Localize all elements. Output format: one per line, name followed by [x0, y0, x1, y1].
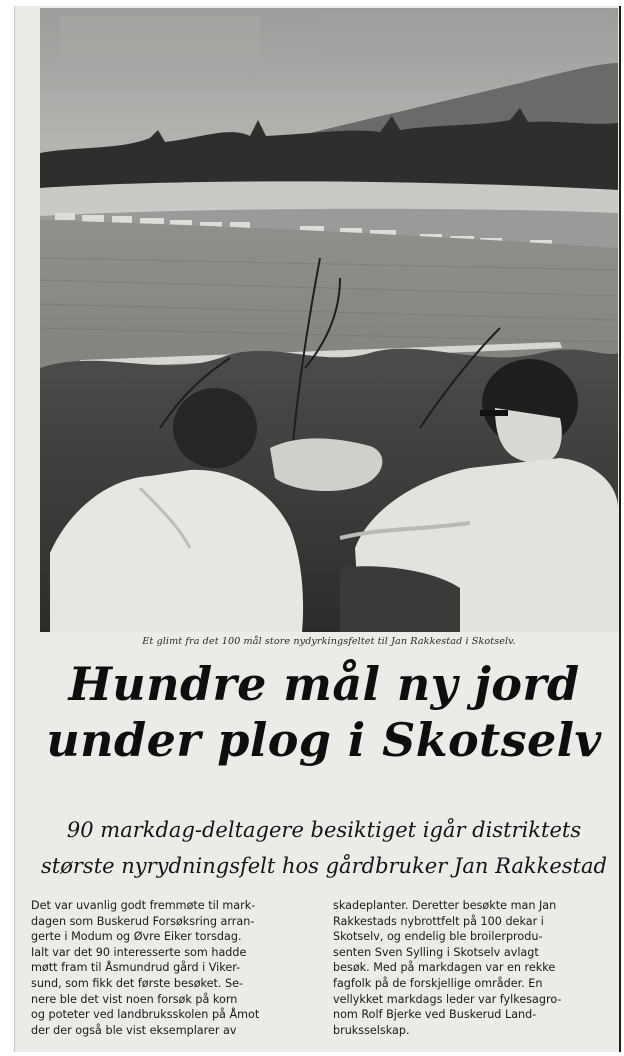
- article-line: Ialt var det 90 interesserte som hadde: [31, 945, 247, 959]
- article-line: nere ble det vist noen forsøk på korn: [31, 992, 238, 1006]
- headline-line-1: Hundre mål ny jord: [68, 657, 580, 711]
- article-line: senten Sven Sylling i Skotselv avlagt: [333, 945, 539, 959]
- article-line: dagen som Buskerud Forsøksring arran-: [31, 914, 255, 928]
- subheadline-line-2: største nyrydningsfelt hos gårdbruker Jan Rakkestad: [41, 854, 607, 878]
- article-line: besøk. Med på markdagen var en rekke: [333, 961, 556, 975]
- article-column-right: [333, 898, 613, 1038]
- newspaper-clipping: [14, 6, 621, 1052]
- article-line: nom Rolf Bjerke ved Buskerud Land-: [333, 1008, 537, 1022]
- article-line: Skotselv, og endelig ble broilerprodu-: [333, 930, 543, 944]
- headline: [29, 656, 619, 768]
- photo-field-two-men-icon: [40, 8, 618, 632]
- subheadline-line-1: 90 markdag-deltagere besiktiget igår distriktets: [66, 818, 582, 842]
- article-line: vellykket markdags leder var fylkesagro-: [333, 992, 562, 1006]
- article-line: gerte i Modum og Øvre Eiker torsdag.: [31, 930, 242, 944]
- subheadline: [29, 812, 619, 884]
- headline-line-2: under plog i Skotselv: [46, 713, 602, 767]
- article-line: Det var uvanlig godt fremmøte til mark-: [31, 899, 256, 912]
- article-line: møtt fram til Åsmundrud gård i Viker-: [31, 961, 241, 975]
- article-line: bruksselskap.: [333, 1023, 410, 1037]
- article-column-left: [31, 898, 311, 1038]
- article-line: Rakkestads nybrottfelt på 100 dekar i: [333, 914, 544, 928]
- news-photo: [40, 8, 618, 632]
- article-line: fagfolk på de forskjellige områder. En: [333, 976, 543, 990]
- article-line: der der også ble vist eksemplarer av: [31, 1023, 237, 1037]
- article-line: og poteter ved landbruksskolen på Åmot: [31, 1008, 260, 1022]
- article-line: sund, som fikk det første besøket. Se-: [31, 976, 244, 990]
- photo-caption: Et glimt fra det 100 mål store nydyrkingsfeltet til Jan Rakkestad i Skotselv.: [142, 636, 516, 647]
- article-line: skadeplanter. Deretter besøkte man Jan: [333, 899, 557, 912]
